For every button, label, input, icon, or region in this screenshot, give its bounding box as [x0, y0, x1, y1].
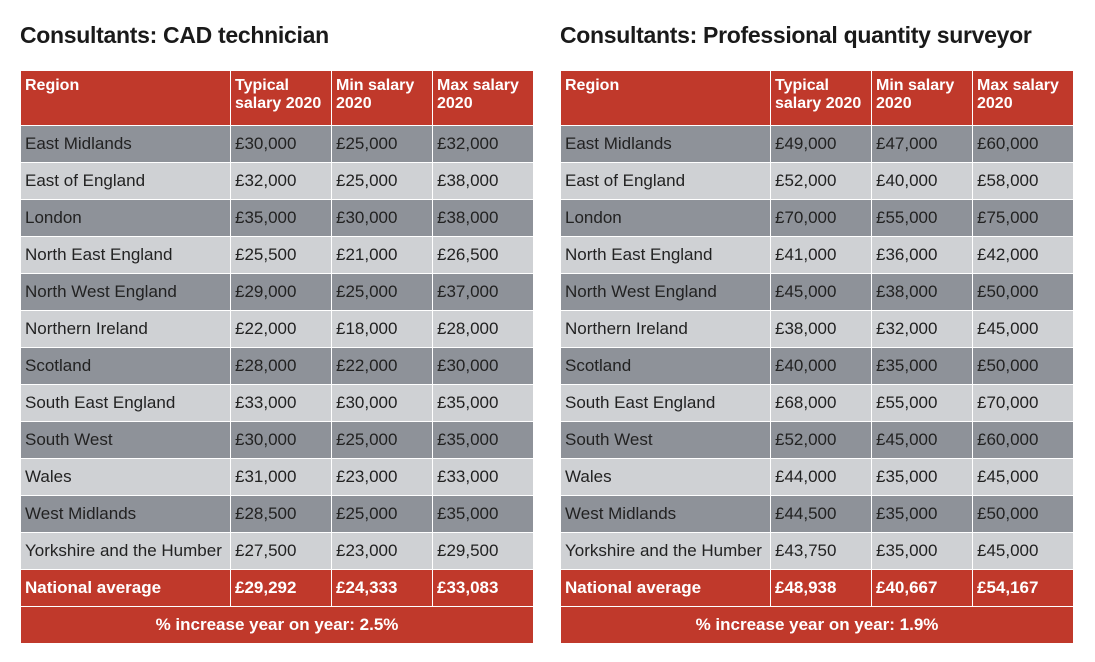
average-value: £29,292 [231, 570, 332, 607]
salary-cell: £41,000 [771, 237, 872, 274]
salary-column-header: Min salary 2020 [872, 71, 973, 126]
table-row [21, 385, 534, 422]
salary-cell: £58,000 [973, 163, 1074, 200]
salary-cell: £18,000 [332, 311, 433, 348]
increase-note-row [21, 607, 534, 644]
region-cell: South East England [561, 385, 771, 422]
salary-cell: £32,000 [433, 126, 534, 163]
salary-cell: £40,000 [771, 348, 872, 385]
salary-cell: £55,000 [872, 200, 973, 237]
salary-cell: £38,000 [433, 163, 534, 200]
salary-cell: £40,000 [872, 163, 973, 200]
salary-cell: £30,000 [332, 385, 433, 422]
average-value: £48,938 [771, 570, 872, 607]
increase-note: % increase year on year: 1.9% [561, 607, 1074, 644]
region-cell: Scotland [561, 348, 771, 385]
salary-cell: £35,000 [872, 533, 973, 570]
salary-cell: £35,000 [872, 459, 973, 496]
salary-cell: £30,000 [231, 422, 332, 459]
salary-cell: £32,000 [231, 163, 332, 200]
table-row [561, 459, 1074, 496]
table-row [561, 274, 1074, 311]
region-cell: West Midlands [561, 496, 771, 533]
table-row [21, 237, 534, 274]
average-label: National average [561, 570, 771, 607]
salary-cell: £43,750 [771, 533, 872, 570]
salary-cell: £38,000 [872, 274, 973, 311]
region-cell: South East England [21, 385, 231, 422]
salary-cell: £32,000 [872, 311, 973, 348]
salary-column-header: Max salary 2020 [973, 71, 1074, 126]
region-cell: East Midlands [21, 126, 231, 163]
table-row [561, 163, 1074, 200]
salary-cell: £50,000 [973, 348, 1074, 385]
salary-cell: £35,000 [433, 422, 534, 459]
table-title: Consultants: Professional quantity surveyor [560, 22, 1032, 48]
table-row [21, 163, 534, 200]
salary-cell: £37,000 [433, 274, 534, 311]
table-row [21, 348, 534, 385]
region-column-header: Region [21, 71, 231, 126]
salary-cell: £30,000 [332, 200, 433, 237]
salary-cell: £60,000 [973, 422, 1074, 459]
salary-cell: £28,000 [433, 311, 534, 348]
salary-cell: £38,000 [433, 200, 534, 237]
salary-cell: £31,000 [231, 459, 332, 496]
salary-cell: £68,000 [771, 385, 872, 422]
region-cell: Wales [561, 459, 771, 496]
salary-cell: £49,000 [771, 126, 872, 163]
salary-cell: £26,500 [433, 237, 534, 274]
salary-cell: £25,000 [332, 274, 433, 311]
salary-cell: £23,000 [332, 459, 433, 496]
salary-column-header: Typical salary 2020 [231, 71, 332, 126]
region-cell: East Midlands [561, 126, 771, 163]
increase-note-row [561, 607, 1074, 644]
salary-cell: £70,000 [973, 385, 1074, 422]
region-cell: East of England [561, 163, 771, 200]
salary-cell: £42,000 [973, 237, 1074, 274]
salary-cell: £45,000 [771, 274, 872, 311]
table-row [561, 533, 1074, 570]
region-cell: South West [561, 422, 771, 459]
salary-cell: £30,000 [231, 126, 332, 163]
salary-cell: £33,000 [433, 459, 534, 496]
region-cell: London [561, 200, 771, 237]
cad-technician-panel [20, 0, 534, 644]
average-label: National average [21, 570, 231, 607]
salary-cell: £44,000 [771, 459, 872, 496]
salary-table [560, 70, 1074, 644]
table-row [21, 422, 534, 459]
region-cell: North East England [21, 237, 231, 274]
salary-cell: £35,000 [433, 385, 534, 422]
salary-cell: £30,000 [433, 348, 534, 385]
region-cell: North West England [21, 274, 231, 311]
table-row [561, 126, 1074, 163]
salary-cell: £27,500 [231, 533, 332, 570]
salary-cell: £38,000 [771, 311, 872, 348]
salary-cell: £35,000 [872, 348, 973, 385]
table-row [561, 311, 1074, 348]
quantity-surveyor-panel [560, 0, 1074, 644]
salary-cell: £35,000 [433, 496, 534, 533]
table-row [561, 237, 1074, 274]
average-value: £54,167 [973, 570, 1074, 607]
table-row [21, 200, 534, 237]
table-title: Consultants: CAD technician [20, 22, 329, 48]
table-row [21, 311, 534, 348]
salary-cell: £28,500 [231, 496, 332, 533]
salary-cell: £47,000 [872, 126, 973, 163]
table-row [561, 348, 1074, 385]
salary-cell: £55,000 [872, 385, 973, 422]
salary-cell: £75,000 [973, 200, 1074, 237]
salary-cell: £35,000 [231, 200, 332, 237]
salary-cell: £52,000 [771, 163, 872, 200]
national-average-row [561, 570, 1074, 607]
table-row [561, 200, 1074, 237]
salary-cell: £52,000 [771, 422, 872, 459]
salary-column-header: Min salary 2020 [332, 71, 433, 126]
increase-note: % increase year on year: 2.5% [21, 607, 534, 644]
salary-cell: £22,000 [332, 348, 433, 385]
salary-cell: £36,000 [872, 237, 973, 274]
table-row [561, 385, 1074, 422]
region-cell: North West England [561, 274, 771, 311]
region-cell: Northern Ireland [21, 311, 231, 348]
salary-cell: £60,000 [973, 126, 1074, 163]
table-row [21, 459, 534, 496]
salary-cell: £44,500 [771, 496, 872, 533]
salary-cell: £28,000 [231, 348, 332, 385]
table-row [21, 126, 534, 163]
salary-cell: £35,000 [872, 496, 973, 533]
average-value: £40,667 [872, 570, 973, 607]
salary-cell: £21,000 [332, 237, 433, 274]
salary-cell: £70,000 [771, 200, 872, 237]
salary-cell: £45,000 [973, 311, 1074, 348]
region-cell: Yorkshire and the Humber [561, 533, 771, 570]
salary-cell: £50,000 [973, 274, 1074, 311]
table-row [21, 496, 534, 533]
salary-cell: £45,000 [973, 459, 1074, 496]
region-cell: Northern Ireland [561, 311, 771, 348]
salary-cell: £25,500 [231, 237, 332, 274]
salary-cell: £29,000 [231, 274, 332, 311]
salary-cell: £25,000 [332, 163, 433, 200]
region-cell: East of England [21, 163, 231, 200]
region-cell: London [21, 200, 231, 237]
salary-cell: £25,000 [332, 496, 433, 533]
salary-column-header: Max salary 2020 [433, 71, 534, 126]
region-cell: Scotland [21, 348, 231, 385]
header-row [21, 71, 534, 126]
salary-cell: £29,500 [433, 533, 534, 570]
region-cell: Wales [21, 459, 231, 496]
region-cell: Yorkshire and the Humber [21, 533, 231, 570]
salary-cell: £33,000 [231, 385, 332, 422]
average-value: £24,333 [332, 570, 433, 607]
salary-cell: £50,000 [973, 496, 1074, 533]
table-row [561, 496, 1074, 533]
region-column-header: Region [561, 71, 771, 126]
national-average-row [21, 570, 534, 607]
salary-cell: £22,000 [231, 311, 332, 348]
average-value: £33,083 [433, 570, 534, 607]
salary-table [20, 70, 534, 644]
salary-column-header: Typical salary 2020 [771, 71, 872, 126]
salary-cell: £23,000 [332, 533, 433, 570]
region-cell: West Midlands [21, 496, 231, 533]
table-row [21, 274, 534, 311]
salary-cell: £45,000 [973, 533, 1074, 570]
region-cell: South West [21, 422, 231, 459]
table-row [561, 422, 1074, 459]
salary-cell: £25,000 [332, 422, 433, 459]
salary-cell: £45,000 [872, 422, 973, 459]
salary-cell: £25,000 [332, 126, 433, 163]
region-cell: North East England [561, 237, 771, 274]
header-row [561, 71, 1074, 126]
table-row [21, 533, 534, 570]
